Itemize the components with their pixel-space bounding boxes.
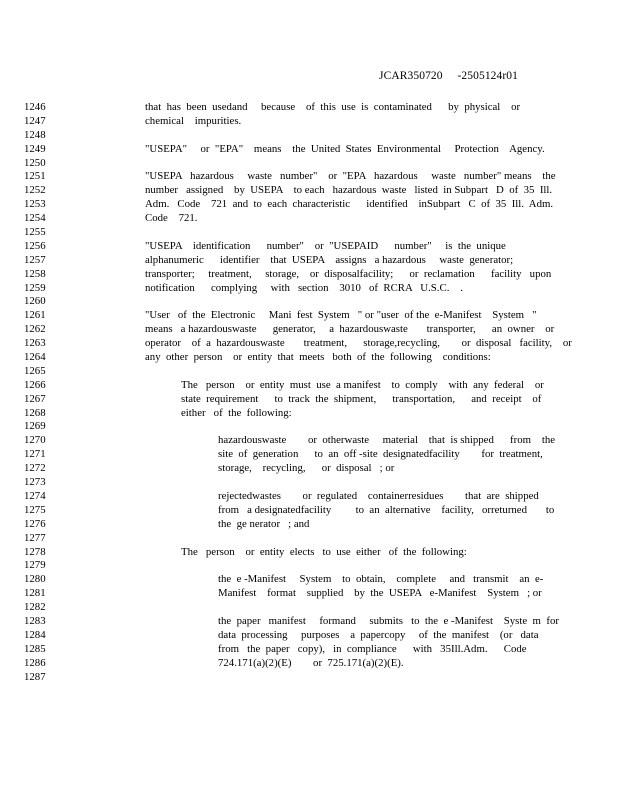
line-text: from the paper copy), in compliance with 35Ill.Adm. Code <box>218 642 527 655</box>
line-text: the ge nerator ; and <box>218 517 310 530</box>
line-text: "USEPA identification number" or "USEPAID number" is the unique <box>145 239 506 252</box>
line-text: alphanumeric identifier that USEPA assigns a hazardous waste generator; <box>145 253 514 266</box>
line-number: 1279 <box>24 559 46 572</box>
line-number: 1282 <box>24 601 46 614</box>
line-number: 1265 <box>24 364 46 377</box>
line-number: 1287 <box>24 670 46 683</box>
line-number: 1283 <box>24 614 46 627</box>
document-line <box>0 629 618 643</box>
line-number: 1276 <box>24 517 46 530</box>
document-line <box>0 129 618 143</box>
line-text: hazardouswaste or otherwaste material that is shipped from the <box>218 434 556 447</box>
document-line <box>0 407 618 421</box>
document-line <box>0 309 618 323</box>
line-number: 1257 <box>24 253 46 266</box>
line-number: 1250 <box>24 156 46 169</box>
document-line <box>0 671 618 685</box>
document-line <box>0 559 618 573</box>
line-text: 724.171(a)(2)(E) or 725.171(a)(2)(E). <box>218 656 404 669</box>
line-number: 1284 <box>24 628 46 641</box>
line-number: 1271 <box>24 448 46 461</box>
line-number: 1260 <box>24 295 46 308</box>
line-text: that has been usedand because of this use is contaminated by physical or <box>145 101 521 113</box>
document-line <box>0 240 618 254</box>
line-text: rejectedwastes or regulated containerresidues that are shipped <box>218 489 539 502</box>
line-text: number assigned by USEPA to each hazardous waste listed in Subpart D of 35 Ill. <box>145 184 553 197</box>
line-text: "USEPA" or "EPA" means the United States Environmental Protection Agency. <box>145 142 545 155</box>
document-line <box>0 462 618 476</box>
document-line <box>0 337 618 351</box>
document-line <box>0 504 618 518</box>
line-number: 1267 <box>24 392 46 405</box>
line-number: 1286 <box>24 656 46 669</box>
line-number: 1254 <box>24 212 46 225</box>
document-line <box>0 226 618 240</box>
line-text: from a designatedfacility to an alternative facility, orreturned to <box>218 503 555 516</box>
document-line <box>0 476 618 490</box>
line-text: data processing purposes a papercopy of the manifest (or data <box>218 628 539 641</box>
line-text: operator of a hazardouswaste treatment, storage,recycling, or disposal facility, or <box>145 337 572 350</box>
document-line <box>0 615 618 629</box>
line-number: 1253 <box>24 198 46 211</box>
document-line <box>0 379 618 393</box>
document-line <box>0 323 618 337</box>
line-text: Code 721. <box>145 212 198 225</box>
document-line <box>0 587 618 601</box>
document-line <box>0 365 618 379</box>
document-line <box>0 198 618 212</box>
document-line <box>0 115 618 129</box>
line-number: 1278 <box>24 545 46 558</box>
line-number: 1247 <box>24 114 46 127</box>
document-line <box>0 518 618 532</box>
line-number: 1281 <box>24 587 46 600</box>
document-line <box>0 434 618 448</box>
document-line <box>0 601 618 615</box>
line-text: transporter; treatment, storage, or disposalfacility; or reclamation facility upon <box>145 267 552 280</box>
line-text: chemical impurities. <box>145 114 242 127</box>
line-number: 1248 <box>24 128 46 141</box>
line-number: 1268 <box>24 406 46 419</box>
line-number: 1259 <box>24 281 46 294</box>
document-line <box>0 351 618 365</box>
line-text: "USEPA hazardous waste number" or "EPA hazardous waste number" means the <box>145 170 556 183</box>
line-number: 1249 <box>24 142 46 155</box>
line-text: The person or entity must use a manifest to comply with any federal or <box>181 378 544 391</box>
line-number: 1261 <box>24 309 46 322</box>
document-id-header: JCAR350720 -2505124r01 <box>379 70 519 82</box>
line-text: notification complying with section 3010 of RCRA U.S.C. . <box>145 281 463 294</box>
line-number: 1269 <box>24 420 46 433</box>
document-line <box>0 101 618 115</box>
line-number: 1272 <box>24 462 46 475</box>
line-number: 1273 <box>24 476 46 489</box>
line-text: Adm. Code 721 and to each characteristic identified inSubpart C of 35 Ill. Adm. <box>145 198 554 211</box>
line-number: 1252 <box>24 184 46 197</box>
document-line <box>0 448 618 462</box>
line-text: storage, recycling, or disposal ; or <box>218 462 395 475</box>
document-line <box>0 212 618 226</box>
document-line <box>0 282 618 296</box>
document-line <box>0 184 618 198</box>
line-text: the paper manifest formand submits to the e -Manifest Syste m for <box>218 614 559 627</box>
line-text: either of the following: <box>181 406 292 419</box>
document-line <box>0 295 618 309</box>
line-number: 1280 <box>24 573 46 586</box>
line-number: 1251 <box>24 170 46 183</box>
document-line <box>0 268 618 282</box>
line-number: 1264 <box>24 351 46 364</box>
line-text: means a hazardouswaste generator, a hazardouswaste transporter, an owner or <box>145 323 555 336</box>
line-number: 1274 <box>24 489 46 502</box>
line-text: state requirement to track the shipment, transportation, and receipt of <box>181 392 542 405</box>
document-line <box>0 643 618 657</box>
document-line <box>0 420 618 434</box>
document-line <box>0 157 618 171</box>
line-text: the e -Manifest System to obtain, complete and transmit an e- <box>218 573 544 586</box>
document-line <box>0 254 618 268</box>
line-number: 1285 <box>24 642 46 655</box>
line-number: 1275 <box>24 503 46 516</box>
document-line <box>0 490 618 504</box>
line-number: 1258 <box>24 267 46 280</box>
line-text: Manifest format supplied by the USEPA e-Manifest System ; or <box>218 587 542 600</box>
line-number: 1262 <box>24 323 46 336</box>
document-line <box>0 657 618 671</box>
line-number: 1246 <box>24 101 46 113</box>
document-line <box>0 393 618 407</box>
line-text: site of generation to an off -site designatedfacility for treatment, <box>218 448 543 461</box>
line-number: 1266 <box>24 378 46 391</box>
document-line <box>0 546 618 560</box>
line-number: 1277 <box>24 531 46 544</box>
line-number: 1263 <box>24 337 46 350</box>
document-line <box>0 143 618 157</box>
document-line <box>0 573 618 587</box>
line-text: The person or entity elects to use either of the following: <box>181 545 467 558</box>
line-number: 1270 <box>24 434 46 447</box>
line-number: 1256 <box>24 239 46 252</box>
document-line <box>0 532 618 546</box>
line-number: 1255 <box>24 226 46 239</box>
document-line <box>0 170 618 184</box>
line-text: any other person or entity that meets both of the following conditions: <box>145 351 491 364</box>
document-body <box>0 101 618 684</box>
line-text: "User of the Electronic Mani fest System " or "user of the e-Manifest System " <box>145 309 537 322</box>
